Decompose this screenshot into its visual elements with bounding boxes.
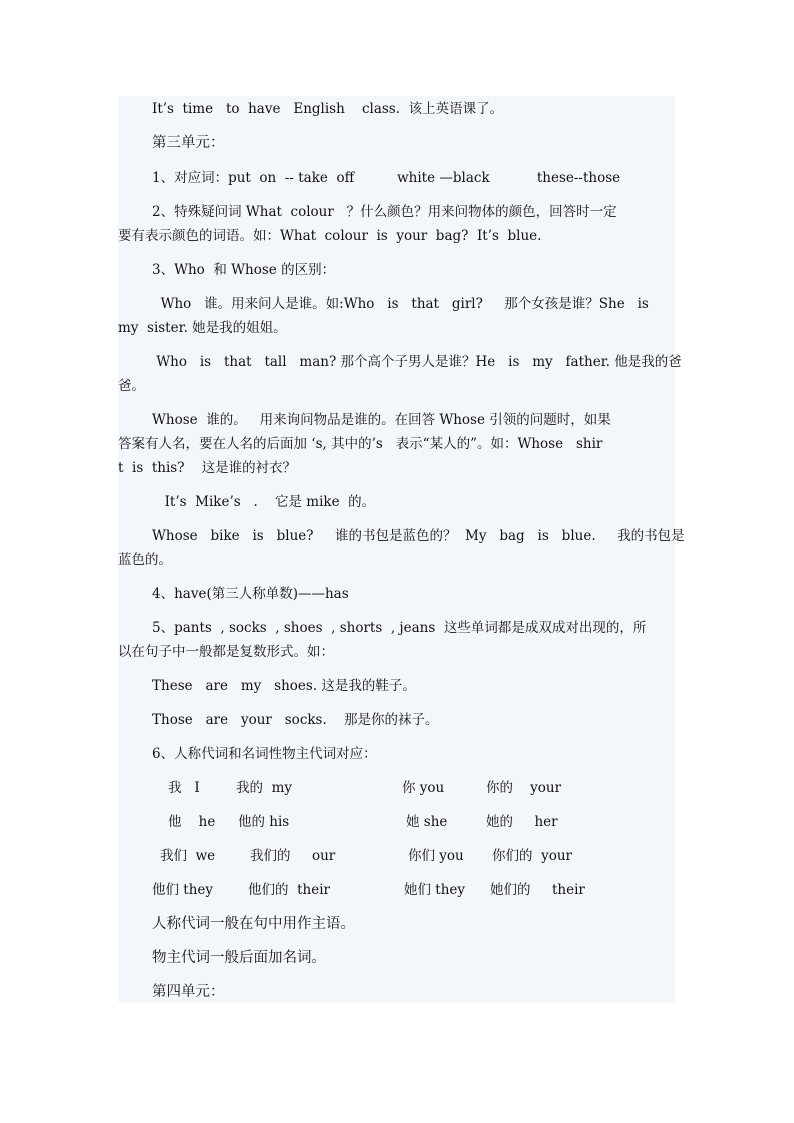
whose-line-2: 答案有人名，要在人名的后面加 ‘s, 其中的’s 表示“某人的”。如：Whose shir (118, 436, 603, 452)
pronoun-cell: 我的 my (236, 780, 293, 796)
pronoun-cell: 她 she (406, 814, 448, 830)
item-5-line-1: 5、pants , socks , shoes , shorts , jeans 这些单词都是成双成对出现的，所 (152, 620, 647, 636)
pronoun-cell: 我们的 our (250, 848, 336, 864)
pronoun-cell: 她们 they (404, 882, 466, 898)
item-2-line-1: 2、特殊疑问词 What colour ？什么颜色？用来问物体的颜色，回答时一定 (152, 204, 617, 220)
pronoun-cell: 我 I (168, 780, 200, 796)
whose-line-3: t is this? 这是谁的衬衣？ (118, 460, 297, 476)
pronoun-cell: 你的 your (486, 780, 562, 796)
item-3-heading: 3、Who 和 Whose 的区别： (152, 262, 336, 278)
those-socks-line: Those are your socks. 那是你的袜子。 (152, 712, 439, 728)
unit-three-heading: 第三单元： (152, 135, 225, 151)
who-example-line-1: Who is that tall man? 那个高个子男人是谁？He is my father. 他是我的爸 (152, 354, 682, 370)
pronoun-cell: 她们的 their (490, 882, 585, 898)
possessive-pronoun-note: 物主代词一般后面加名词。 (152, 950, 326, 966)
item-1-opposites: 1、对应词：put on -- take off white —black these--those (152, 170, 621, 186)
text-line-it-s-time: It’s time to have English class. 该上英语课了。 (152, 101, 504, 117)
pronoun-cell: 你 you (402, 780, 445, 796)
these-shoes-line: These are my shoes. 这是我的鞋子。 (152, 678, 416, 694)
pronoun-cell: 他们的 their (248, 882, 330, 898)
who-example-line-2: 爸。 (118, 378, 145, 394)
pronoun-cell: 他 he (168, 814, 216, 830)
mikes-line: It’s Mike’s . 它是 mike 的。 (156, 494, 376, 510)
unit-four-heading: 第四单元： (152, 984, 225, 1000)
pronoun-cell: 他的 his (238, 814, 290, 830)
document-page (118, 96, 685, 1002)
pronoun-cell: 我们 we (160, 848, 216, 864)
pronoun-cell: 她的 her (486, 814, 558, 830)
whose-line-1: Whose 谁的。 用来询问物品是谁的。在回答 Whose 引领的问题时，如果 (152, 412, 611, 428)
personal-pronoun-note: 人称代词一般在句中用作主语。 (152, 916, 355, 932)
pronoun-cell: 你们 you (408, 848, 464, 864)
item-5-line-2: 以在句子中一般都是复数形式。如： (118, 644, 334, 660)
item-4-have-has: 4、have(第三人称单数)——has (152, 586, 349, 602)
who-line-2: my sister. 她是我的姐姐。 (118, 320, 287, 336)
pronoun-cell: 你们的 your (492, 848, 572, 864)
whose-bike-line-2: 蓝色的。 (118, 552, 172, 568)
whose-bike-line-1: Whose bike is blue? 谁的书包是蓝色的？ My bag is blue. 我的书包是 (152, 528, 685, 544)
who-line-1: Who 谁。用来问人是谁。如:Who is that girl? 那个女孩是谁？She is (152, 296, 649, 312)
pronoun-cell: 他们 they (152, 882, 214, 898)
item-2-line-2: 要有表示颜色的词语。如：What colour is your bag? It’s blue. (118, 228, 542, 244)
item-6-heading: 6、人称代词和名词性物主代词对应： (152, 746, 377, 762)
